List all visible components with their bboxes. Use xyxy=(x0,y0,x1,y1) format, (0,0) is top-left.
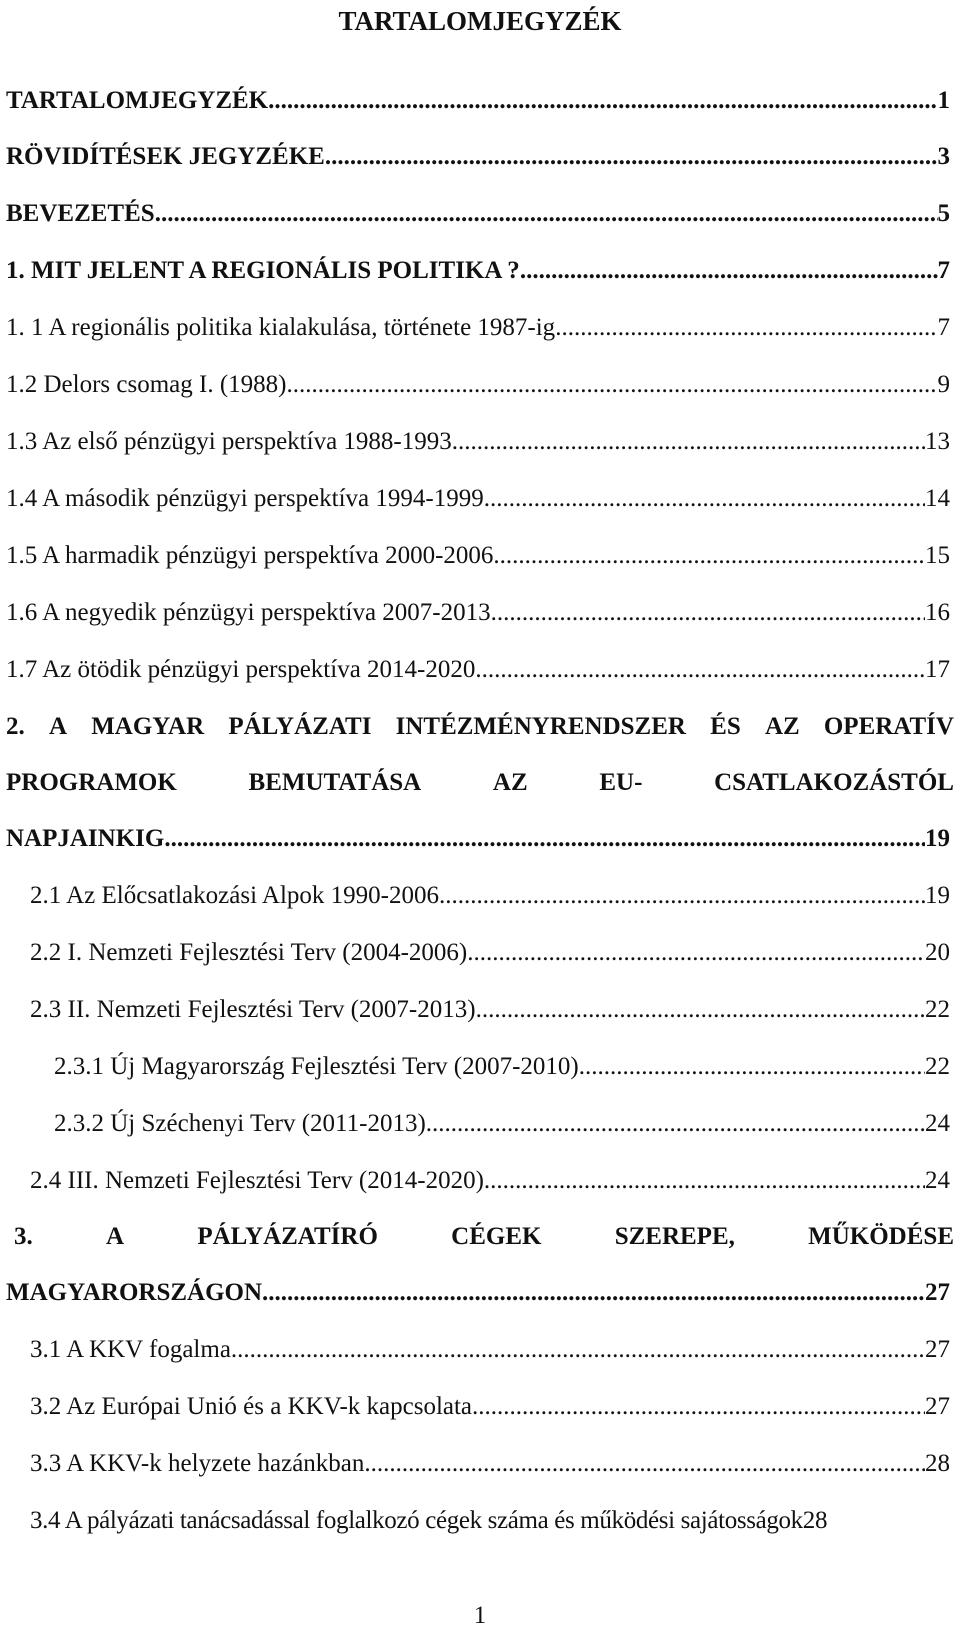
toc-entry-text: MAGYARORSZÁGON xyxy=(6,1279,263,1306)
toc-entry[interactable] xyxy=(6,596,950,630)
toc-entry-page: 19 xyxy=(925,825,950,852)
toc-entry-text: NAPJAINKIG xyxy=(6,825,165,852)
toc-leader-dots xyxy=(364,1447,925,1481)
heading-word: 3. xyxy=(14,1223,33,1250)
toc-entry[interactable] xyxy=(30,993,950,1027)
heading-word: MŰKÖDÉSE xyxy=(808,1223,954,1250)
toc-entry-text: BEVEZETÉS xyxy=(6,200,155,227)
toc-leader-dots xyxy=(484,1164,925,1198)
heading-word: INTÉZMÉNYRENDSZER xyxy=(395,713,686,740)
toc-entry[interactable] xyxy=(54,1050,950,1084)
heading-word: PROGRAMOK xyxy=(6,769,177,796)
toc-entry[interactable] xyxy=(6,482,950,516)
heading-word: AZ xyxy=(492,769,528,796)
toc-heading-2-line-1[interactable] xyxy=(6,710,954,744)
toc-entry-page: 13 xyxy=(925,428,950,455)
toc-entry[interactable] xyxy=(6,254,950,288)
toc-leader-dots xyxy=(476,993,925,1027)
toc-entry-page: 19 xyxy=(925,882,950,909)
toc-entry-page: 7 xyxy=(937,314,950,341)
toc-leader-dots xyxy=(484,482,925,516)
toc-entry-text: RÖVIDÍTÉSEK JEGYZÉKE xyxy=(6,143,325,170)
toc-entry-page: 16 xyxy=(925,599,950,626)
toc-entry-page: 27 xyxy=(925,1279,950,1306)
toc-entry-text: 2.3 II. Nemzeti Fejlesztési Terv (2007-2013) xyxy=(30,996,476,1023)
toc-entry-page: 14 xyxy=(925,485,950,512)
heading-word: 2. xyxy=(6,713,25,740)
toc-entry-page: 28 xyxy=(802,1507,828,1534)
toc-entry-page: 24 xyxy=(925,1110,950,1137)
toc-entry[interactable] xyxy=(6,311,950,345)
toc-entry[interactable] xyxy=(30,936,950,970)
toc-leader-dots xyxy=(579,1050,925,1084)
toc-leader-dots xyxy=(493,539,925,573)
toc-leader-dots xyxy=(520,254,938,288)
page-title: TARTALOMJEGYZÉK xyxy=(338,6,622,36)
heading-word: ÉS xyxy=(710,713,741,740)
page-number: 1 xyxy=(473,1602,487,1629)
toc-entry[interactable] xyxy=(6,84,950,118)
toc-entry-text: 1.3 Az első pénzügyi perspektíva 1988-1993 xyxy=(6,428,452,455)
toc-entry-text: 3.2 Az Európai Unió és a KKV-k kapcsolata xyxy=(30,1393,473,1420)
toc-entry-page: 22 xyxy=(925,1053,950,1080)
heading-word: CÉGEK xyxy=(451,1223,542,1250)
toc-leader-dots xyxy=(452,425,925,459)
toc-entry-text: 2.2 I. Nemzeti Fejlesztési Terv (2004-2006) xyxy=(30,939,468,966)
toc-entry-text: 2.3.2 Új Széchenyi Terv (2011-2013) xyxy=(54,1110,426,1137)
heading-word: AZ xyxy=(764,713,800,740)
toc-entry-text: 2.4 III. Nemzeti Fejlesztési Terv (2014-2020) xyxy=(30,1167,484,1194)
toc-entry-page: 15 xyxy=(925,542,950,569)
toc-entry[interactable] xyxy=(6,425,950,459)
toc-entry-text: 1.7 Az ötödik pénzügyi perspektíva 2014-2020 xyxy=(6,656,476,683)
toc-entry-text: 1.4 A második pénzügyi perspektíva 1994-1999 xyxy=(6,485,484,512)
heading-word: PÁLYÁZATI xyxy=(228,713,372,740)
toc-entry-page: 24 xyxy=(925,1167,950,1194)
toc-leader-dots xyxy=(268,84,937,118)
toc-entry[interactable] xyxy=(6,197,950,231)
heading-word: A xyxy=(106,1223,125,1250)
toc-entry-page: 22 xyxy=(925,996,950,1023)
toc-entry-page: 27 xyxy=(925,1393,950,1420)
toc-entry-page: 28 xyxy=(925,1450,950,1477)
toc-leader-dots xyxy=(287,368,938,402)
toc-leader-dots xyxy=(325,140,938,174)
heading-word: SZEREPE, xyxy=(614,1223,735,1250)
toc-entry[interactable] xyxy=(30,1164,950,1198)
toc-entry-text: 1. 1 A regionális politika kialakulása, története 1987-ig xyxy=(6,314,556,341)
toc-entry-text: 2.3.1 Új Magyarország Fejlesztési Terv (2007-2010) xyxy=(54,1053,579,1080)
toc-leader-dots xyxy=(472,1390,925,1424)
toc-entry[interactable] xyxy=(6,368,950,402)
toc-entry-text: 1.5 A harmadik pénzügyi perspektíva 2000-2006 xyxy=(6,542,494,569)
toc-entry-text: 1.2 Delors csomag I. (1988) xyxy=(6,371,287,398)
toc-leader-dots xyxy=(555,311,937,345)
toc-leader-dots xyxy=(262,1276,925,1310)
toc-entry[interactable] xyxy=(6,653,950,687)
toc-entry[interactable] xyxy=(6,140,950,174)
toc-leader-dots xyxy=(467,936,925,970)
toc-leader-dots xyxy=(439,879,925,913)
heading-word: PÁLYÁZATÍRÓ xyxy=(197,1223,378,1250)
toc-entry-text: 3.4 A pályázati tanácsadással foglalkozó cégek száma és működési sajátosságok xyxy=(30,1507,803,1534)
toc-entry-text: 3.1 A KKV fogalma xyxy=(30,1336,231,1363)
toc-entry[interactable] xyxy=(30,1333,950,1367)
toc-entry[interactable] xyxy=(30,1504,950,1538)
toc-entry-page: 17 xyxy=(925,656,950,683)
toc-entry[interactable] xyxy=(30,1390,950,1424)
toc-entry-page: 5 xyxy=(937,200,950,227)
toc-leader-dots xyxy=(475,653,925,687)
heading-word: OPERATÍV xyxy=(823,713,954,740)
toc-entry-page: 1 xyxy=(937,87,950,114)
toc-entry-page: 27 xyxy=(925,1336,950,1363)
toc-entry-page: 20 xyxy=(925,939,950,966)
toc-entry[interactable] xyxy=(6,1276,950,1310)
toc-entry-text: 1. MIT JELENT A REGIONÁLIS POLITIKA ? xyxy=(6,257,520,284)
toc-entry-page: 3 xyxy=(937,143,950,170)
toc-entry-text: 2.1 Az Előcsatlakozási Alpok 1990-2006 xyxy=(30,882,439,909)
toc-entry[interactable] xyxy=(30,1447,950,1481)
toc-entry-text: 3.3 A KKV-k helyzete hazánkban xyxy=(30,1450,365,1477)
toc-leader-dots xyxy=(155,197,938,231)
toc-entry-page: 7 xyxy=(937,257,950,284)
toc-entry-text: TARTALOMJEGYZÉK xyxy=(6,87,269,114)
toc-entry[interactable] xyxy=(6,822,950,856)
toc-entry-page: 9 xyxy=(937,371,950,398)
heading-word: MAGYAR xyxy=(91,713,205,740)
heading-word: A xyxy=(48,713,67,740)
heading-word: EU- xyxy=(599,769,643,796)
toc-entry[interactable] xyxy=(6,539,950,573)
toc-heading-3-line-1[interactable] xyxy=(14,1220,954,1254)
toc-leader-dots xyxy=(231,1333,925,1367)
heading-word: BEMUTATÁSA xyxy=(248,769,422,796)
toc-leader-dots xyxy=(426,1107,925,1141)
toc-entry[interactable] xyxy=(54,1107,950,1141)
toc-entry[interactable] xyxy=(30,879,950,913)
toc-heading-2-line-2[interactable] xyxy=(6,766,954,800)
toc-leader-dots xyxy=(491,596,925,630)
heading-word: CSATLAKOZÁSTÓL xyxy=(714,769,954,796)
toc-leader-dots xyxy=(164,822,925,856)
toc-entry-text: 1.6 A negyedik pénzügyi perspektíva 2007-2013 xyxy=(6,599,491,626)
